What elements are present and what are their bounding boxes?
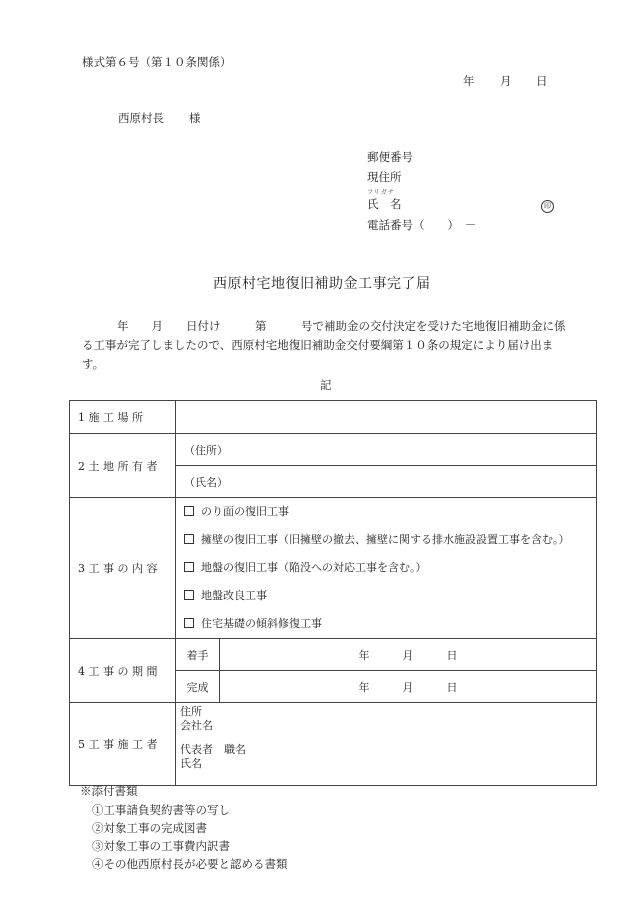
row-period-start <box>70 639 597 671</box>
contractor-company: 会社名 <box>180 719 213 732</box>
furigana-label: フリガナ <box>367 189 395 196</box>
site-label: 1 施 工 場 所 <box>70 401 176 434</box>
date-year: 年 <box>463 74 475 88</box>
contractor-rep-title: 代表者 職名 <box>180 743 246 756</box>
contractor-rep-name: 氏名 <box>180 757 202 770</box>
row-owner-address <box>70 434 597 466</box>
phone-label: 電話番号（ ） － <box>367 218 477 232</box>
work-content-label: 3 工 事 の 内 容 <box>70 498 176 639</box>
ki-label: 記 <box>320 378 332 392</box>
date-day: 日 <box>536 74 548 88</box>
work-option-ground-improvement[interactable]: 地盤改良工事 <box>184 582 596 610</box>
owner-label: 2 土 地 所 有 者 <box>70 434 176 498</box>
owner-name-field[interactable]: （氏名） <box>176 466 597 498</box>
period-label: 4 工 事 の 期 間 <box>70 639 176 703</box>
seal-icon: 印 <box>541 200 554 213</box>
checkbox-icon[interactable] <box>184 506 194 516</box>
attachments-heading: ※添付書類 <box>80 784 138 798</box>
attachment-item: ③対象工事の工事費内訳書 <box>92 839 230 853</box>
body-line-1: 年 月 日付け 第 号で補助金の交付決定を受けた宅地復旧補助金に係 <box>117 319 566 333</box>
honorific: 様 <box>189 111 201 125</box>
page-title: 西原村宅地復旧補助金工事完了届 <box>213 276 431 292</box>
completion-form-table <box>69 400 597 786</box>
postal-code-label: 郵便番号 <box>367 150 413 164</box>
contractor-field[interactable] <box>176 703 597 786</box>
seal-mark <box>541 197 554 213</box>
addressee: 西原村長 <box>118 111 164 125</box>
period-start-label: 着手 <box>176 639 220 671</box>
attachment-item: ①工事請負契約書等の写し <box>92 803 230 817</box>
work-option-slope[interactable]: のり面の復旧工事 <box>184 498 596 526</box>
contractor-address: 住所 <box>180 705 202 718</box>
body-line-3: す。 <box>82 357 105 371</box>
attachment-item: ④その他西原村長が必要と認める書類 <box>92 857 288 871</box>
checkbox-icon[interactable] <box>184 590 194 600</box>
body-line-2: る工事が完了しましたので、西原村宅地復旧補助金交付要綱第１０条の規定により届け出ま <box>82 338 554 352</box>
owner-address-field[interactable]: （住所） <box>176 434 597 466</box>
work-option-ground[interactable]: 地盤の復旧工事（陥没への対応工事を含む。） <box>184 554 596 582</box>
row-contractor <box>70 703 597 786</box>
period-end-label: 完成 <box>176 671 220 703</box>
checkbox-icon[interactable] <box>184 618 194 628</box>
work-content-options <box>176 498 597 639</box>
row-site <box>70 401 597 434</box>
date-month: 月 <box>500 74 512 88</box>
address-label: 現住所 <box>367 170 402 184</box>
name-label: 氏 名 <box>367 197 402 211</box>
work-option-retaining-wall[interactable]: 擁壁の復旧工事（旧擁壁の撤去、擁壁に関する排水施設設置工事を含む。） <box>184 526 596 554</box>
row-work-content <box>70 498 597 639</box>
period-end-date[interactable]: 年 月 日 <box>220 671 597 703</box>
contractor-label: 5 工 事 施 工 者 <box>70 703 176 786</box>
period-start-date[interactable]: 年 月 日 <box>220 639 597 671</box>
form-number: 様式第６号（第１０条関係） <box>82 55 232 69</box>
site-field[interactable] <box>176 401 597 434</box>
checkbox-icon[interactable] <box>184 562 194 572</box>
attachments-list <box>92 801 288 873</box>
work-option-foundation[interactable]: 住宅基礎の傾斜修復工事 <box>184 610 596 638</box>
attachment-item: ②対象工事の完成図書 <box>92 821 207 835</box>
checkbox-icon[interactable] <box>184 534 194 544</box>
